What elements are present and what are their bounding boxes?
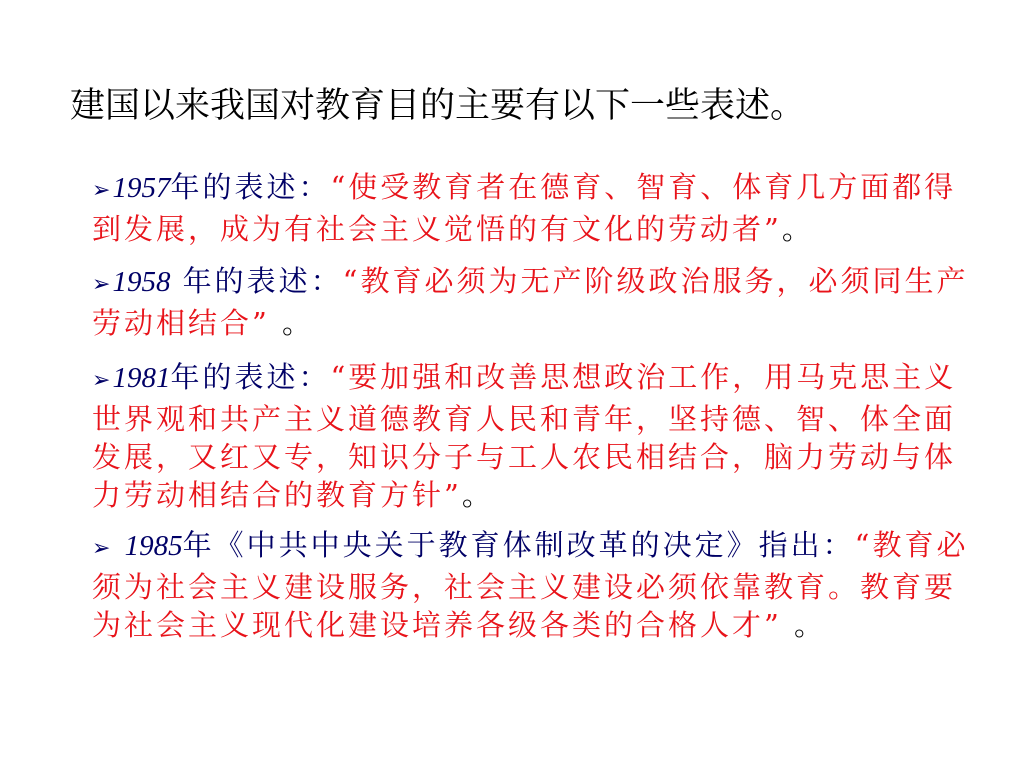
statement-1981 [92,358,972,514]
statement-year: 1958 [112,266,171,298]
statement-1957 [92,168,972,248]
statement-1985 [92,526,972,644]
statement-quote: “教育必须为无产阶级政治服务，必须同生产劳动相结合” [92,264,969,340]
statement-quote: “教育必须为社会主义建设服务，社会主义建设必须依靠教育。教育要为社会主义现代化建设培养各级各类的合格人才” [92,528,969,642]
statement-end: 。 [781,212,814,246]
statement-year: 1981 [112,362,171,394]
arrow-bullet-icon: ➢ [92,178,111,203]
statement-end: 。 [269,306,315,340]
statement-lead: 年《中共中央关于教育体制改革的决定》指出： [182,528,855,562]
statement-lead: 年的表述： [170,264,343,298]
statement-quote: “要加强和改善思想政治工作，用马克思主义世界观和共产主义道德教育人民和青年，坚持德、智、体全面发展，又红又专，知识分子与工人农民相结合，脑力劳动与体力劳动相结合的教育方针” [92,360,957,512]
statement-year: 1957 [112,172,171,204]
arrow-bullet-icon: ➢ [92,272,111,297]
arrow-bullet-icon: ➢ [92,368,111,393]
statement-quote: “使受教育者在德育、智育、体育几方面都得到发展，成为有社会主义觉悟的有文化的劳动者” [92,170,957,246]
statement-lead: 年的表述： [170,170,331,204]
slide-title: 建国以来我国对教育目的主要有以下一些表述。 [70,86,806,126]
statement-year: 1985 [124,530,183,562]
arrow-bullet-icon: ➢ [92,536,111,561]
statement-end: 。 [461,478,494,512]
statement-1958 [92,262,972,342]
statement-lead: 年的表述： [170,360,331,394]
statement-end: 。 [781,608,827,642]
